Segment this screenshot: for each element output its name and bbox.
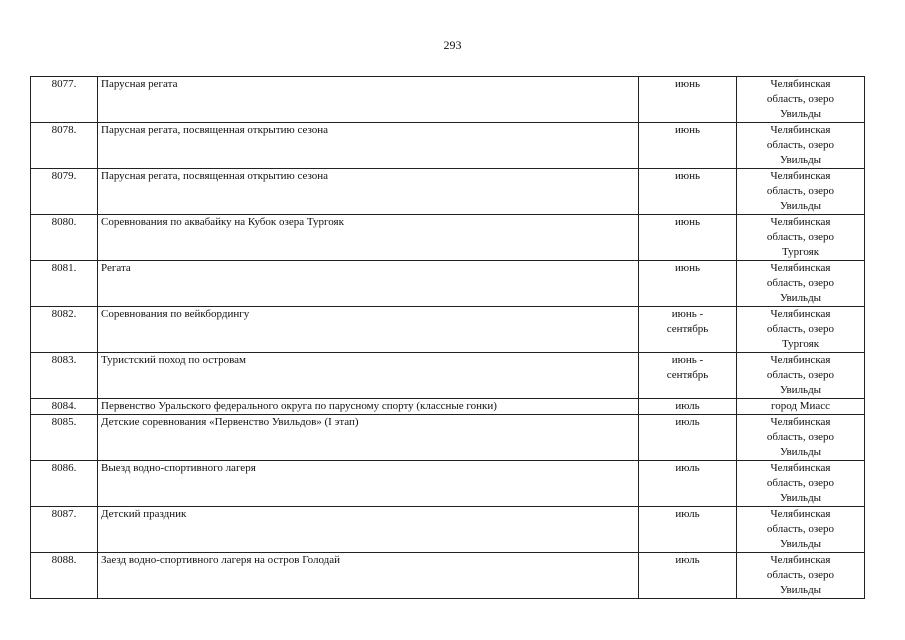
event-name: Туристский поход по островам <box>98 353 639 399</box>
event-date: июль <box>639 553 737 599</box>
event-date: июль <box>639 399 737 415</box>
table-row <box>31 169 865 215</box>
event-date: июнь <box>639 261 737 307</box>
event-place: Челябинская область, озеро Увильды <box>737 353 865 399</box>
event-date: июнь <box>639 123 737 169</box>
event-place: Челябинская область, озеро Увильды <box>737 415 865 461</box>
event-place: Челябинская область, озеро Увильды <box>737 123 865 169</box>
event-name: Парусная регата, посвященная открытию сезона <box>98 169 639 215</box>
event-date: июнь - сентябрь <box>639 353 737 399</box>
event-name: Детские соревнования «Первенство Увильдов» (I этап) <box>98 415 639 461</box>
row-number: 8077. <box>31 77 98 123</box>
event-name: Соревнования по аквабайку на Кубок озера Тургояк <box>98 215 639 261</box>
event-name: Парусная регата, посвященная открытию сезона <box>98 123 639 169</box>
event-date: июль <box>639 461 737 507</box>
event-place: Челябинская область, озеро Тургояк <box>737 215 865 261</box>
event-name: Детский праздник <box>98 507 639 553</box>
event-name: Соревнования по вейкбордингу <box>98 307 639 353</box>
table-row <box>31 261 865 307</box>
table-row <box>31 507 865 553</box>
table-row <box>31 123 865 169</box>
table-row <box>31 399 865 415</box>
events-table <box>30 76 865 599</box>
row-number: 8084. <box>31 399 98 415</box>
row-number: 8078. <box>31 123 98 169</box>
event-name: Заезд водно-спортивного лагеря на остров Голодай <box>98 553 639 599</box>
row-number: 8079. <box>31 169 98 215</box>
table-row <box>31 415 865 461</box>
row-number: 8081. <box>31 261 98 307</box>
event-name: Регата <box>98 261 639 307</box>
event-place: Челябинская область, озеро Увильды <box>737 169 865 215</box>
table-row <box>31 215 865 261</box>
row-number: 8088. <box>31 553 98 599</box>
event-date: июль <box>639 507 737 553</box>
row-number: 8087. <box>31 507 98 553</box>
event-place: Челябинская область, озеро Увильды <box>737 77 865 123</box>
table-row <box>31 461 865 507</box>
event-name: Парусная регата <box>98 77 639 123</box>
row-number: 8083. <box>31 353 98 399</box>
event-place: Челябинская область, озеро Увильды <box>737 261 865 307</box>
row-number: 8082. <box>31 307 98 353</box>
event-date: июль <box>639 415 737 461</box>
table-row <box>31 553 865 599</box>
event-place: Челябинская область, озеро Тургояк <box>737 307 865 353</box>
table-row <box>31 307 865 353</box>
event-date: июнь - сентябрь <box>639 307 737 353</box>
table-row <box>31 77 865 123</box>
event-place: Челябинская область, озеро Увильды <box>737 553 865 599</box>
event-place: город Миасс <box>737 399 865 415</box>
row-number: 8086. <box>31 461 98 507</box>
row-number: 8085. <box>31 415 98 461</box>
event-date: июнь <box>639 77 737 123</box>
row-number: 8080. <box>31 215 98 261</box>
event-place: Челябинская область, озеро Увильды <box>737 461 865 507</box>
event-name: Первенство Уральского федерального округа по парусному спорту (классные гонки) <box>98 399 639 415</box>
event-date: июнь <box>639 215 737 261</box>
event-name: Выезд водно-спортивного лагеря <box>98 461 639 507</box>
page-number: 293 <box>443 38 462 52</box>
event-place: Челябинская область, озеро Увильды <box>737 507 865 553</box>
event-date: июнь <box>639 169 737 215</box>
table-row <box>31 353 865 399</box>
